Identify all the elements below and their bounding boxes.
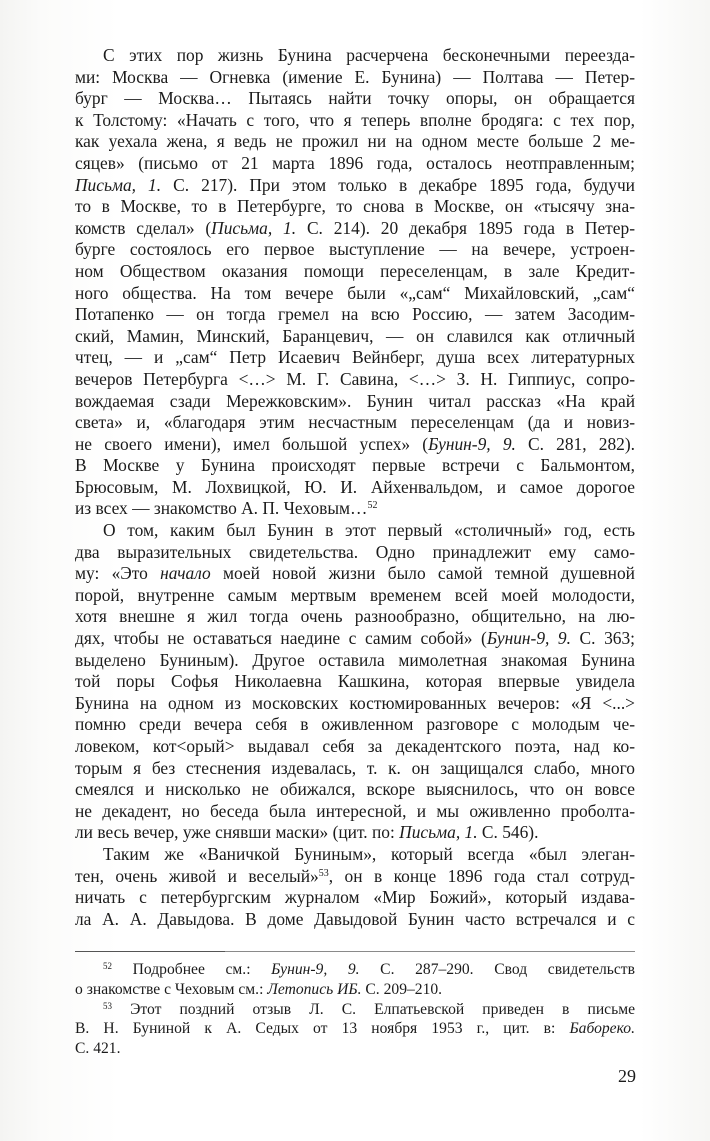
text-run: Потапенко — он тогда гремел на всю Россию, — затем Засодим- — [75, 304, 635, 325]
text-line — [75, 758, 635, 780]
text-run: то в Москве, то в Петербурге, то снова в Москве, он «тысячу зна- — [75, 196, 635, 217]
text-run: выделено Буниным). Другое оставила мимолетная знакомая Бунина — [75, 649, 635, 670]
footnote-line — [75, 960, 635, 980]
text-run: два выразительных свидетельства. Одно принадлежит ему само- — [75, 541, 635, 562]
italic-citation: Бабореко. — [569, 1020, 635, 1038]
text-run: В. Н. Буниной к А. Седых от 13 ноября 1953 г., цит. в: — [75, 1020, 570, 1038]
italic-citation: Летопись ИБ. — [267, 980, 362, 998]
footnote-ref: 52 — [103, 961, 112, 971]
text-run: О том, каким был Бунин в этот первый «столичный» год, есть — [103, 520, 635, 541]
text-line — [75, 844, 635, 866]
footnote-ref: 52 — [367, 500, 378, 512]
text-run: ский, Мамин, Минский, Баранцевич, — он славился как отличный — [75, 325, 635, 346]
text-run: ничать с петербургским журналом «Мир Божий», который издава- — [75, 887, 635, 908]
text-line — [75, 326, 635, 348]
text-run: ла А. А. Давыдова. В доме Давыдовой Бунин часто встречался и с — [75, 908, 635, 929]
italic-citation: Письма, 1. — [75, 174, 162, 195]
text-line — [75, 455, 635, 477]
text-run: сяцев» (письмо от 21 марта 1896 года, осталось неотправленным; — [75, 152, 635, 173]
text-line — [75, 110, 635, 132]
footnote-line — [75, 1019, 635, 1039]
text-run: ном Обществом оказания помощи переселенцам, в зале Кредит- — [75, 260, 635, 281]
text-line — [75, 67, 635, 89]
main-text — [75, 45, 635, 930]
text-run: бург — Москва… Пытаясь найти точку опоры, он обращается — [75, 88, 635, 109]
text-run: С. 363; — [570, 628, 635, 649]
text-line — [75, 88, 635, 110]
text-run: той поры Софья Николаевна Кашкина, которая впервые увидела — [75, 671, 635, 692]
text-line — [75, 218, 635, 240]
text-line — [75, 693, 635, 715]
page-number: 29 — [618, 1066, 636, 1086]
text-run: , он в конце 1896 года стал сотруд- — [328, 865, 635, 886]
text-line — [75, 175, 635, 197]
text-run: С. 214). 20 декабря 1895 года в Петер- — [296, 217, 635, 238]
footnotes — [75, 960, 635, 1059]
text-line — [75, 801, 635, 823]
text-run: чтец, — и „сам“ Петр Исаевич Вейнберг, душа всех литературных — [75, 347, 635, 368]
text-run: к Толстому: «Начать с того, что я теперь вполне бродяга: с тех пор, — [75, 109, 635, 130]
italic-citation: Письма, 1. — [399, 822, 478, 843]
text-line — [75, 736, 635, 758]
text-run: С. 546). — [477, 822, 539, 843]
text-run: Этот поздний отзыв Л. С. Елпатьевской приведен в письме — [112, 1000, 635, 1018]
text-line — [75, 606, 635, 628]
text-line — [75, 520, 635, 542]
text-line — [75, 628, 635, 650]
text-run: моей новой жизни было самой темной душевной — [210, 563, 635, 584]
text-line — [75, 369, 635, 391]
text-line — [75, 585, 635, 607]
text-line — [75, 196, 635, 218]
text-line — [75, 239, 635, 261]
text-run: вечеров Петербурга <…> М. Г. Савина, <…> З. Н. Гиппиус, сопро- — [75, 368, 635, 389]
text-run: С. 287–290. Свод свидетельств — [359, 961, 635, 978]
text-run: С. 209–210. — [361, 980, 443, 998]
text-line — [75, 822, 635, 844]
footnote-line — [75, 1039, 635, 1059]
text-run: С. 421. — [75, 1040, 121, 1058]
footnote-line — [75, 980, 635, 1000]
text-run: Таким же «Ваничкой Буниным», который всегда «был элеган- — [103, 843, 635, 864]
text-run: Подробнее см.: — [112, 961, 272, 978]
text-run: Бунина на одном из московских костюмированных вечеров: «Я <...> — [75, 692, 635, 713]
text-run: о знакомстве с Чеховым см.: — [75, 980, 268, 998]
text-line — [75, 542, 635, 564]
text-run: С этих пор жизнь Бунина расчерчена бесконечными переезда- — [103, 45, 635, 65]
text-run: как уехала жена, я ведь не прожил ни на одном месте больше 2 ме- — [75, 131, 635, 152]
text-run: порой, внутренне самым мертвым временем всей моей молодости, — [75, 584, 635, 605]
text-run: ного общества. На том вечере были «„сам“ Михайловский, „сам“ — [75, 282, 635, 303]
text-run: света» и, «благодаря этим несчастным переселенцам (да и новиз- — [75, 412, 635, 433]
italic-citation: Бунин-9, 9. — [428, 433, 516, 454]
footnote-separator — [75, 951, 635, 952]
text-line — [75, 131, 635, 153]
text-run: В Москве у Бунина происходят первые встречи с Бальмонтом, — [75, 455, 635, 476]
text-line — [75, 671, 635, 693]
text-line — [75, 283, 635, 305]
text-run: С. 217). При этом только в декабре 1895 года, будучи — [161, 174, 635, 195]
text-line — [75, 412, 635, 434]
italic-citation: начало — [160, 563, 211, 584]
text-run: из всех — знакомство А. П. Чеховым… — [75, 498, 368, 519]
text-line — [75, 45, 635, 67]
text-run: не декадент, но беседа была интересной, и мы оживленно проболта- — [75, 800, 635, 821]
text-run: смеялся и нисколько не обижался, вскоре выяснилось, что он вовсе — [75, 779, 635, 800]
text-line — [75, 650, 635, 672]
text-run: му: «Это — [75, 563, 161, 584]
text-line — [75, 779, 635, 801]
text-line — [75, 347, 635, 369]
text-run: С. 281, 282). — [515, 433, 635, 454]
text-line — [75, 477, 635, 499]
text-line — [75, 714, 635, 736]
footnote-ref: 53 — [103, 1000, 112, 1011]
text-run: ловеком, кот<орый> выдавал себя за декадентского поэта, над ко- — [75, 736, 635, 756]
text-line — [75, 434, 635, 456]
text-run: вождаемая сзади Мережковским». Бунин читал рассказ «На край — [75, 390, 635, 411]
footnote-line — [75, 1000, 635, 1020]
italic-citation: Бунин-9, 9. — [486, 628, 571, 649]
footnote-ref: 53 — [318, 867, 329, 879]
text-line — [75, 866, 635, 888]
text-line — [75, 391, 635, 413]
text-line — [75, 563, 635, 585]
text-run: помню среди вечера себя в оживленном разговоре с молодым че- — [75, 714, 635, 735]
text-line — [75, 909, 635, 931]
text-run: хотя внешне я жил тогда очень разнообразно, общительно, на лю- — [75, 606, 635, 627]
text-run: комств сделал» ( — [75, 217, 212, 238]
italic-citation: Бунин-9, 9. — [271, 961, 360, 978]
text-run: тен, очень живой и веселый» — [75, 865, 319, 886]
text-line — [75, 261, 635, 283]
text-line — [75, 887, 635, 909]
text-line — [75, 153, 635, 175]
text-run: дях, чтобы не оставаться наедине с самим собой» ( — [75, 628, 487, 649]
text-run: Брюсовым, М. Лохвицкой, Ю. И. Айхенвальдом, и самое дорогое — [75, 476, 635, 497]
text-line — [75, 304, 635, 326]
text-run: ми: Москва — Огневка (имение Е. Бунина) — Полтава — Петер- — [75, 66, 635, 87]
text-run: торым я без стеснения издевалась, т. к. он защищался слабо, много — [75, 757, 635, 778]
text-line — [75, 498, 635, 520]
text-run: бурге состоялось его первое выступление — на вечере, устроен- — [75, 239, 635, 260]
italic-citation: Письма, 1. — [211, 217, 297, 238]
text-run: ли весь вечер, уже снявши маски» (цит. по: — [75, 822, 400, 843]
text-run: не своего имени), имел большой успех» ( — [75, 433, 429, 454]
